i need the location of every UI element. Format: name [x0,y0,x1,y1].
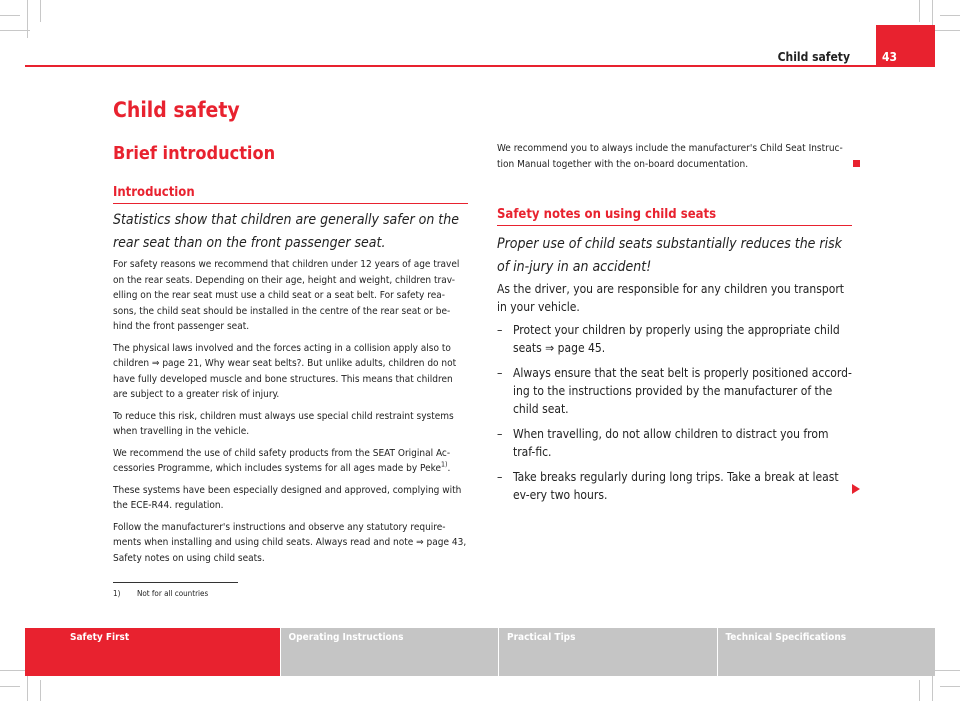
running-header-title: Child safety [777,50,850,64]
list-item-text: When travelling, do not allow children to distract you from traf-fic. [513,427,829,459]
footnote-reference: 1) [441,460,448,469]
safety-notes-lead: Proper use of child seats substantially reduces the risk of in-jury in an accident! [497,236,842,275]
section-end-marker-icon [853,160,860,167]
dash-bullet: – [497,366,503,380]
safety-notes-body [497,280,852,511]
paragraph: To reduce this risk, children must always use special child restraint systems when travelling in the vehicle. [113,410,454,437]
footnote-rule [113,582,238,583]
crop-mark [919,680,920,701]
paragraph: Follow the manufacturer's instructions and observe any statutory require-ments when installing and using child seats. Always read and note ⇒ page 43, Safety notes on using child seats. [113,521,467,564]
list-item-text: Always ensure that the seat belt is properly positioned accord-ing to the instructions provided by the manufacturer of the child seat. [513,366,852,416]
header-rule [25,65,935,67]
tab-technical-specifications[interactable]: Technical Specifications [717,628,936,676]
dash-bullet: – [497,427,503,441]
list-item-text: Take breaks regularly during long trips. Take a break at least ev-ery two hours. [513,470,839,502]
dash-bullet: – [497,323,503,337]
list-item [497,468,852,504]
section-title: Brief introduction [113,143,276,164]
continue-arrow-icon [852,484,860,494]
manual-recommendation: We recommend you to always include the manufacturer's Child Seat Instruc-tion Manual together with the on-board documentation. [497,143,843,170]
introduction-body [113,257,468,572]
footnote [113,589,208,598]
list-item [497,364,852,418]
crop-mark [40,680,41,701]
chapter-tab-bar [25,628,935,676]
introduction-heading: Introduction [113,185,468,204]
paragraph-text: We recommend the use of child safety products from the SEAT Original Ac-cessories Programme, which includes systems for all ages made by Peke [113,447,451,474]
page-number: 43 [876,25,935,67]
footnote-mark: 1) [113,589,121,598]
paragraph: For safety reasons we recommend that children under 12 years of age travel on the rear seats. Depending on their age, height and weight, children trav-elling on the rear seat must use a child seat or a seat belt. For safety rea-sons, the child seat should be installed in the centre of the rear seat or be-hind the front passenger seat. [113,259,460,332]
crop-mark [0,30,30,31]
crop-mark [0,15,20,16]
list-item-text: Protect your children by properly using the appropriate child seats ⇒ page 45. [513,323,840,355]
paragraph-end: . [447,463,451,474]
crop-mark [27,0,28,38]
crop-mark [940,686,960,687]
safety-notes-heading: Safety notes on using child seats [497,207,852,226]
paragraph: As the driver, you are responsible for any children you transport in your vehicle. [497,282,845,314]
safety-list [497,321,852,504]
crop-mark [940,15,960,16]
tab-safety-first[interactable]: Safety First [25,628,280,676]
dash-bullet: – [497,470,503,484]
list-item [497,425,852,461]
list-item [497,321,852,357]
tab-operating-instructions[interactable]: Operating Instructions [280,628,499,676]
chapter-title: Child safety [113,98,240,122]
crop-mark [919,0,920,22]
tab-practical-tips[interactable]: Practical Tips [498,628,717,676]
footnote-text: Not for all countries [137,589,209,598]
introduction-lead: Statistics show that children are generally safer on the rear seat than on the front passenger seat. [113,212,459,251]
paragraph: The physical laws involved and the forces acting in a collision apply also to children ⇒ page 21, Why wear seat belts?. But unlike adults, children do not have fully developed muscle and bone structures. This means that children are subject to a greater risk of injury. [113,342,457,400]
crop-mark [0,686,20,687]
paragraph [113,446,468,477]
paragraph: These systems have been especially designed and approved, complying with the ECE-R44. regulation. [113,484,462,511]
crop-mark [40,0,41,22]
